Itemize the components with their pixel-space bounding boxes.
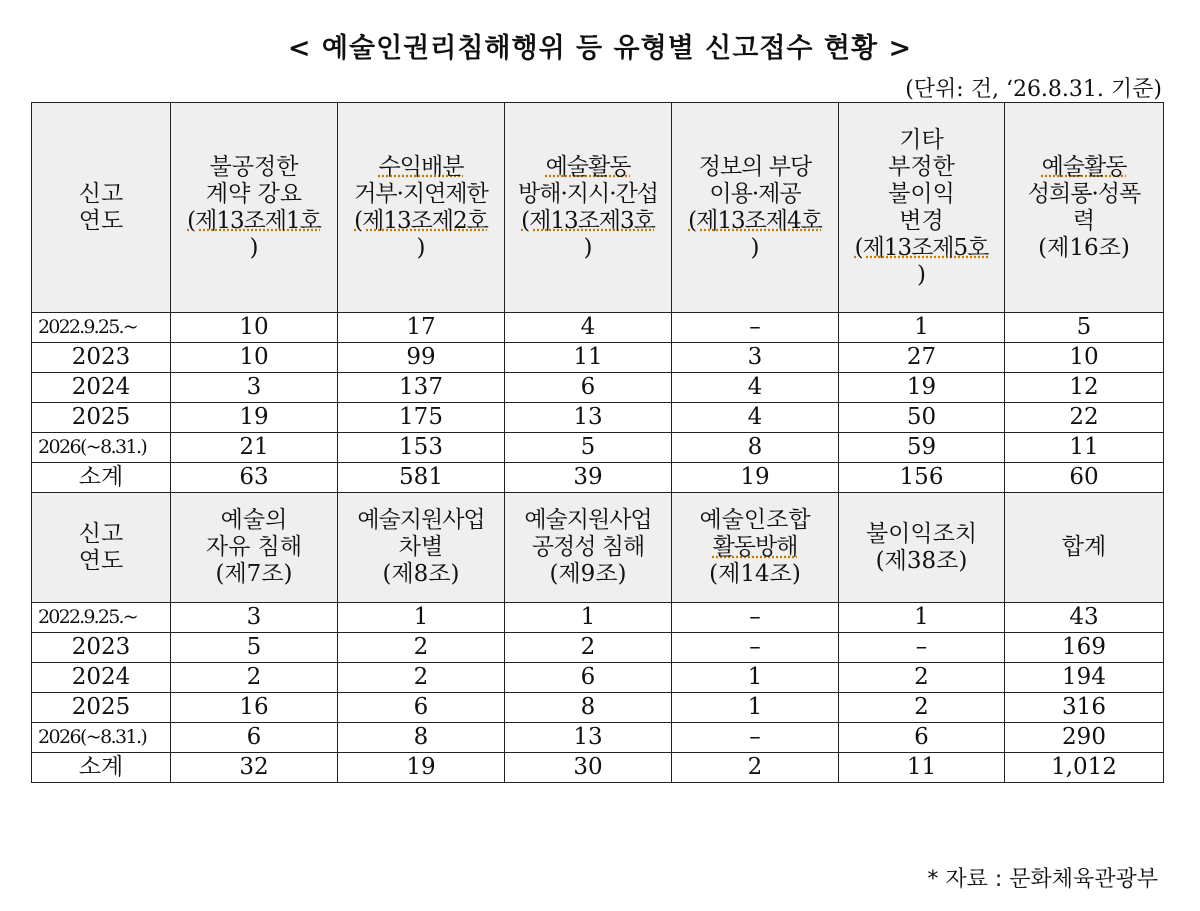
data-cell: 6 [839,723,1005,753]
data-cell: 19 [338,753,505,783]
header-activity-interference [505,103,672,313]
data-cell: 13 [505,723,672,753]
data-cell: 50 [839,403,1005,433]
table2-header-row [32,493,1164,603]
subtotal-row [32,753,1164,783]
header-sexual-harassment [1005,103,1164,313]
header-article-ref: (제13조제2호 [354,207,488,234]
header-support-fairness [505,493,672,603]
data-cell: 2 [672,753,839,783]
header-year-line1: 신고 [78,520,124,547]
table1-header-row [32,103,1164,313]
data-cell: 60 [1005,463,1164,493]
data-cell: 156 [839,463,1005,493]
header-other-disadvantage [839,103,1005,313]
header-unfair-contract [171,103,338,313]
header-text: (제16조) [1038,234,1130,261]
year-cell: 2023 [32,633,171,663]
data-cell: 32 [171,753,338,783]
year-cell: 2022.9.25.~ [32,313,171,343]
table-row [32,433,1164,463]
page-title: < 예술인권리침해행위 등 유형별 신고접수 현황 > [287,33,913,64]
data-cell: 30 [505,753,672,783]
header-support-discrimination [338,493,505,603]
data-cell: 137 [338,373,505,403]
data-cell: 8 [338,723,505,753]
header-text: ) [583,234,593,261]
header-text: ) [917,261,926,288]
table-row [32,633,1164,663]
data-cell: 5 [171,633,338,663]
header-text: 거부·지연제한 [354,180,488,207]
header-text: 불공정한 [209,153,299,180]
header-text: 차별 [398,534,444,560]
header-article-ref: (제13조제4호 [688,207,822,234]
data-cell: 1 [839,603,1005,633]
header-text: (제8조) [382,561,460,587]
header-text: 예술활동 [1041,153,1127,180]
data-cell: 27 [839,343,1005,373]
data-cell: 21 [171,433,338,463]
data-cell: 10 [171,313,338,343]
header-text: 정보의 부당 [698,153,812,180]
data-cell: 581 [338,463,505,493]
header-total [1005,493,1164,603]
header-text: 합계 [1061,534,1107,560]
header-year-line2: 연도 [78,207,124,234]
year-cell: 2026(~8.31.) [32,723,171,753]
header-text: (제9조) [549,561,627,587]
year-cell: 2025 [32,403,171,433]
report-table [31,102,1164,783]
data-cell: 12 [1005,373,1164,403]
header-article-ref: (제13조제1호 [187,207,321,234]
header-text: (제14조) [709,561,801,587]
data-cell: 11 [839,753,1005,783]
data-cell: 1,012 [1005,753,1164,783]
header-year-line1: 신고 [78,180,124,207]
data-cell: 11 [505,343,672,373]
header-text: 기타 [899,126,944,153]
unit-note: (단위: 건, ‘26.8.31. 기준) [905,77,1162,102]
header-year-line2: 연도 [78,547,124,574]
data-cell: 13 [505,403,672,433]
data-cell: 6 [505,373,672,403]
header-disadvantage-measure [839,493,1005,603]
data-cell: – [839,633,1005,663]
data-cell: – [672,603,839,633]
table-row [32,603,1164,633]
header-text: 이용·제공 [709,180,801,207]
data-cell: 1 [505,603,672,633]
header-text: 수익배분 [378,153,464,180]
data-cell: 6 [505,663,672,693]
table-row [32,313,1164,343]
year-cell: 소계 [32,463,171,493]
data-cell: 8 [672,433,839,463]
header-text: (제7조) [215,561,293,587]
header-text: ) [750,234,760,261]
data-cell: 2 [839,693,1005,723]
data-cell: 290 [1005,723,1164,753]
header-text: 변경 [899,207,944,234]
data-cell: 6 [171,723,338,753]
data-cell: 194 [1005,663,1164,693]
data-cell: 10 [1005,343,1164,373]
header-article-ref: (제13조제5호 [854,234,989,261]
data-cell: 16 [171,693,338,723]
header-text: ) [416,234,426,261]
header-text: 부정한 [888,153,955,180]
data-cell: 99 [338,343,505,373]
table-row [32,403,1164,433]
data-cell: 2 [505,633,672,663]
header-text: 불이익 [888,180,955,207]
data-cell: 153 [338,433,505,463]
header-text: 예술지원사업 [357,507,485,533]
header-text: ) [249,234,259,261]
table-row [32,663,1164,693]
data-cell: 1 [338,603,505,633]
data-cell: 1 [672,663,839,693]
header-year-label [32,103,171,313]
data-cell: 3 [171,603,338,633]
header-article-ref: (제13조제3호 [521,207,655,234]
year-cell: 2023 [32,343,171,373]
header-text: 예술의 [220,507,288,533]
table-row [32,343,1164,373]
data-cell: – [672,723,839,753]
data-cell: 5 [505,433,672,463]
year-cell: 2022.9.25.~ [32,603,171,633]
data-cell: 2 [338,633,505,663]
data-cell: 4 [672,373,839,403]
header-text: 예술인조합 [699,507,811,533]
table-row [32,693,1164,723]
table-row [32,373,1164,403]
header-text: 공정성 침해 [531,534,645,560]
data-cell: 22 [1005,403,1164,433]
data-cell: 17 [338,313,505,343]
data-cell: 3 [672,343,839,373]
data-cell: 6 [338,693,505,723]
data-cell: 19 [171,403,338,433]
data-cell: 169 [1005,633,1164,663]
data-cell: 63 [171,463,338,493]
header-text: 계약 강요 [205,180,303,207]
header-text: 예술활동 [545,153,631,180]
header-artistic-freedom [171,493,338,603]
year-cell: 2026(~8.31.) [32,433,171,463]
data-cell: 43 [1005,603,1164,633]
header-year-label-2 [32,493,171,603]
data-cell: – [672,313,839,343]
data-cell: 175 [338,403,505,433]
data-cell: 2 [171,663,338,693]
header-union-obstruction [672,493,839,603]
data-cell: 3 [171,373,338,403]
source-note: * 자료 : 문화체육관광부 [927,867,1158,892]
subtotal-row [32,463,1164,493]
data-cell: 4 [672,403,839,433]
header-text: 활동방해 [712,534,798,560]
data-cell: 39 [505,463,672,493]
data-cell: 2 [839,663,1005,693]
data-cell: 5 [1005,313,1164,343]
year-cell: 2024 [32,373,171,403]
data-cell: 19 [839,373,1005,403]
data-cell: 59 [839,433,1005,463]
data-cell: 19 [672,463,839,493]
year-cell: 2024 [32,663,171,693]
header-text: 예술지원사업 [524,507,652,533]
data-cell: 316 [1005,693,1164,723]
data-cell: 4 [505,313,672,343]
header-profit-refusal [338,103,505,313]
data-cell: 2 [338,663,505,693]
data-cell: – [672,633,839,663]
header-text: 방해·지시·간섭 [518,180,658,207]
header-text: 자유 침해 [205,534,303,560]
header-info-misuse [672,103,839,313]
header-text: 성희롱·성폭 [1027,180,1141,207]
header-text: 력 [1072,207,1096,234]
data-cell: 10 [171,343,338,373]
data-cell: 8 [505,693,672,723]
year-cell: 소계 [32,753,171,783]
year-cell: 2025 [32,693,171,723]
header-text: (제38조) [875,547,968,574]
header-text: 불이익조치 [865,520,978,547]
data-cell: 11 [1005,433,1164,463]
table-row [32,723,1164,753]
data-cell: 1 [672,693,839,723]
data-cell: 1 [839,313,1005,343]
